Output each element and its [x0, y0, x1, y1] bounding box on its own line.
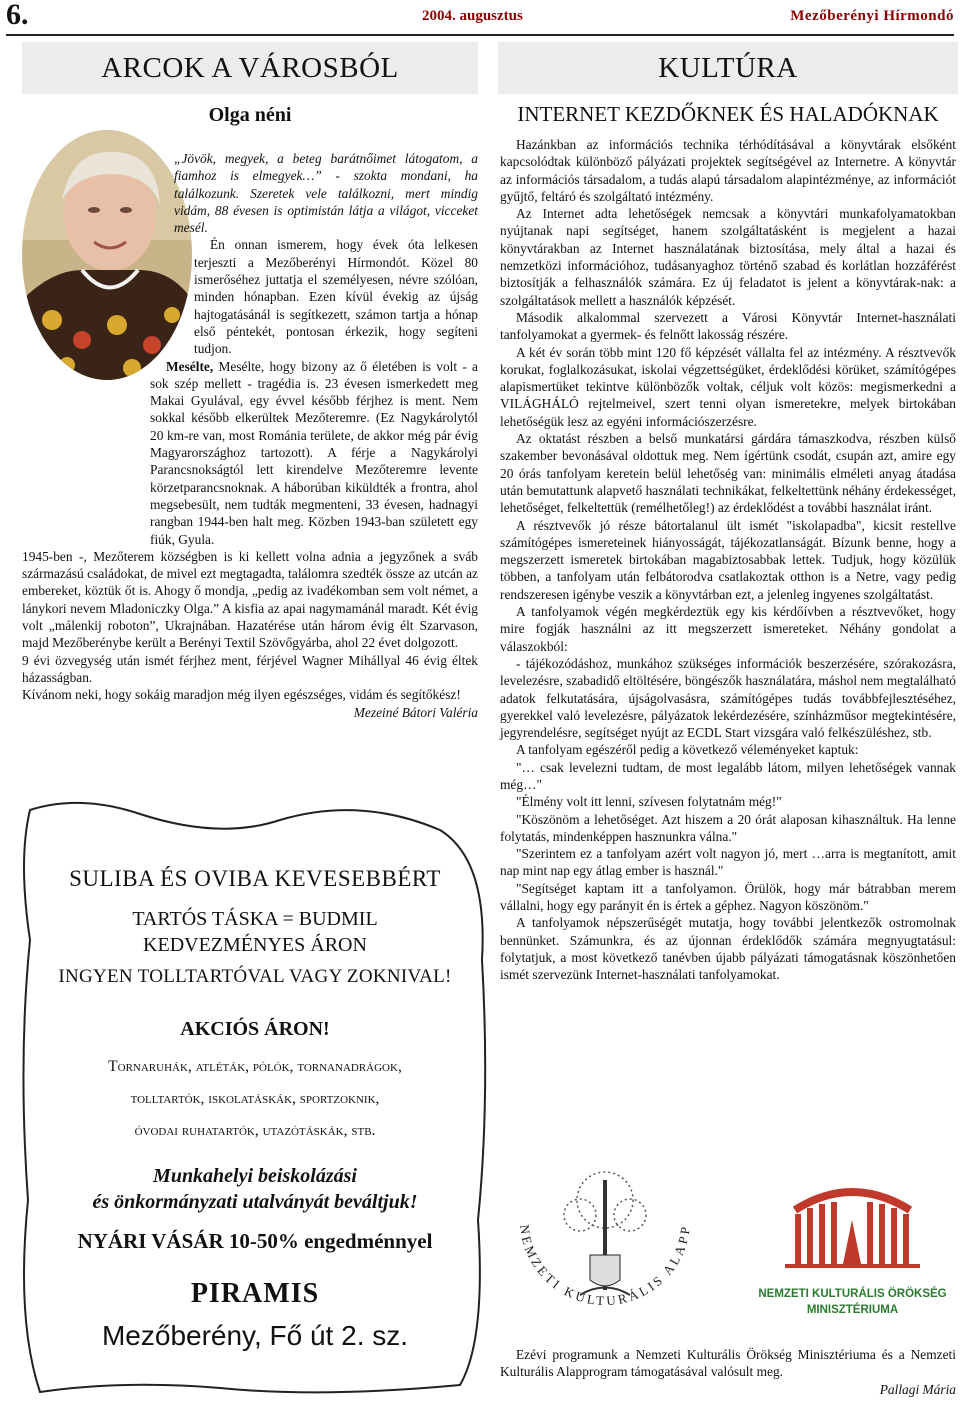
internet-quote-2: "Élmény volt itt lenni, szívesen folytatnám még!" [516, 794, 782, 810]
internet-paragraph-6: A résztvevők jó része bátortalanul ült ismét "iskolapadba", kicsit restellve számítógépes ismereteinek hiányosságát, tájékozatlanságát. Bízunk benne, hogy a megszerzett ismeretek birtokában magabiztosabbak lettek. Tudjuk, hogy közülük többen, a tanfolyam után felbátorodva csatlakoztak otthon is a Netre, vagy pedig rendszeresen igénybe veszik a könyvtárban ezt, a jelenleg ingyenes szolgáltatást. [500, 517, 956, 602]
section-banner-arcok: ARCOK A VÁROSBÓL [22, 42, 478, 94]
olga-paragraph-5: 9 évi özvegység után ismét férjhez ment, férjével Wagner Mihállyal 46 évig éltek házasságban. [22, 652, 478, 685]
internet-paragraph-5: Az oktatást részben a belső munkatársi gárdára támaszkodva, részben külső szakember bevonásával oldottuk meg. Nem ígértünk csodát, csupán azt, amire egy 20 órás tanfolyam keretein belül lehetőség van: minimális elméleti anyag átadása után bemutattunk alapvető használati technikákat, felkeltettünk néhány érdekességet, lehetőséget, felkeltettük (remélhetőleg!) az érdeklődést a további használat iránt. [500, 431, 956, 516]
internet-signature: Pallagi Mária [879, 1381, 956, 1397]
internet-sponsor-note [500, 1346, 956, 1398]
article-title-internet: INTERNET KEZDŐKNEK ÉS HALADÓKNAK [517, 102, 939, 126]
issue-date: 2004. augusztus [422, 8, 523, 24]
ad-summer-sale: NYÁRI VÁSÁR 10-50% engedménnyel [77, 1229, 433, 1253]
olga-paragraph-1: „Jövök, megyek, a beteg barátnőimet látogatom, a fiamhoz is elmegyek…” - szokta mondani, ha találkozunk. Szeretek vele találkozni, mert mindig vidám, 88 évesen is optimistán látja a világot, vicceket mesél. [174, 151, 478, 236]
internet-paragraph-2: Az Internet adta lehetőségek nemcsak a könyvtári munkafolyamatokban nyújtanak napi segítséget, hanem szolgáltatásként is megjelent a hazai könyvtárakban az Internet használatának biztosítása, mely által a hazai és nemzetközi információhoz, tudásanyaghoz történő szabad és korlátlan hozzáférést biztosítják a felhasználók számára. Ez új feladatot is jelent a könyvtárak-nak: a szolgáltatások mellett a használók képzését. [500, 206, 956, 308]
article-olga-body [22, 150, 478, 721]
internet-paragraph-7: A tanfolyamok végén megkérdeztük egy kis kérdőívben a résztvevőket, hogy mire fogják használni az itt megszerzett ismereteket. Néhány gondolat a válaszokból: [500, 604, 956, 654]
internet-paragraph-8: - tájékozódáshoz, munkához szükséges információk beszerzésére, szórakozásra, levelezésre, szabadidő eltöltésére, böngészők használatára, máshol nem megtalálható adatok felkutatására, újságolvasásra, számítógépes tudás továbbfejlesztéséhez, gyerekkel való levelezésre, pályázatok lekérdezésére, színházműsor megtekintésére, jegyrendelésre, segítséget nyújt az ECDL Start vizsgára való felkészüléshez, stb. [500, 655, 956, 741]
sponsor-text: Ezévi programunk a Nemzeti Kulturális Örökség Minisztériuma és a Nemzeti Kulturális Alapprogram támogatásával valósult meg. [500, 1347, 956, 1380]
ad-line-4: INGYEN TOLLTARTÓVAL VAGY ZOKNIVAL! [58, 966, 452, 987]
page-number: 6. [6, 0, 29, 31]
ad-store-address: Mezőberény, Fő út 2. sz. [101, 1320, 409, 1351]
nkom-logo-text: NEMZETI KULTURÁLIS ÖRÖKSÉG MINISZTÉRIUMA [758, 1288, 947, 1316]
article-internet-body [500, 136, 956, 984]
ad-product-list: Tornaruhák, atléták, pólók, tornanadrágok, tolltartók, iskolatáskák, sportzoknik, óvodai ruhatartók, utazótáskák, stb. [108, 1058, 402, 1139]
ad-line-5: AKCIÓS ÁRON! [180, 1018, 330, 1040]
ad-voucher-note: Munkahelyi beiskolázási és önkormányzati utalványát beváltjuk! [92, 1165, 418, 1213]
internet-paragraph-3: Második alkalommal szervezett a Városi Könyvtár Internet-használati tanfolyamokat a gyermek- és felnőtt lakosság részére. [500, 309, 956, 343]
piramis-advertisement [20, 800, 490, 1395]
page-header [0, 0, 960, 36]
nka-logo [500, 1160, 710, 1340]
olga-paragraph-2: Én onnan ismerem, hogy évek óta lelkesen terjeszti a Mezőberényi Hírmondót. Közel 80 ismerőséhez juttatja el személyesen, névre szólóan, minden hónapban. Ezen kívül évekig az újság hajtogatásánál is segítkezett, számon tartja a hónap első péntekét, pontosan érkezik, hogy segíteni tudjon. [194, 237, 478, 357]
olga-signature: Mezeiné Bátori Valéria [353, 704, 478, 720]
header-rule [6, 34, 954, 36]
internet-quote-5: "Segítséget kaptam itt a tanfolyamon. Örülök, hogy már bátrabban merem vállalni, hogy egy parányit én is értek a géphez. Nagyon köszönöm." [500, 880, 956, 914]
ad-line-2: TARTÓS TÁSKA = BUDMIL KEDVEZMÉNYES ÁRON [132, 908, 378, 956]
olga-paragraph-4: 1945-ben -, Mezőterem községben is ki kellett volna adnia a jegyzőnek a sváb származású családokat, de mivel ezt megtagadta, találomra szedték össze az utcán az embereket, köztük őt is. Ahogy ő mondja, „pedig az ivadékomban sem volt német, a lánykori nevem Mladoniczky Olga.” A kisfia az apai nagymamánál maradt. Két évig volt „málenkij roboton”, Ukrajnában. Hazatérése után három évig élt Szarvason, majd Mezőberénybe került a Berényi Textil Szövőgyárba, ahol 22 évet dolgozott. [22, 548, 478, 651]
internet-paragraph-1: Hazánkban az információs technika térhódításával a könyvtárak elsőként kapcsolódtak különböző pályázati projektek segítségével az Internetre. A könyvtár az információs társadalom, a tudás alapú társadalom alapintézménye, az információt gyűjtő, feltáró és szolgáltató intézmény. [500, 137, 956, 204]
ad-store-name: PIRAMIS [190, 1278, 320, 1309]
section-banner-kultura: KULTÚRA [498, 42, 958, 94]
olga-paragraph-6: Kívánom neki, hogy sokáig maradjon még ilyen egészséges, vidám és segítőkész! Mezeiné Bátori Valéria [22, 687, 478, 720]
internet-quote-1: "… csak levelezni tudtam, de most legalább látom, milyen lehetőségek vannak még…" [500, 759, 956, 792]
internet-quote-3: "Köszönöm a lehetőséget. Azt hiszem a 20 órát alaposan kihasználtuk. Ha lenne folytatás, mindenképpen hasznunkra válna." [500, 811, 956, 844]
internet-paragraph-final: A tanfolyamok népszerűségét mutatja, hogy további jelentkezők ostromolnak bennünket. Számunkra, és az újonnan érdeklődők számára megnyugtatásul: folytatjuk, a most következő tanévben újabb pályázati támogatásnak köszönhetően ismét szervezünk Internet-használati tanfolyamokat. [500, 915, 956, 983]
ad-headline: SULIBA ÉS OVIBA KEVESEBBÉRT [69, 866, 441, 891]
newspaper-name: Mezőberényi Hírmondó [790, 8, 954, 24]
olga-paragraph-3: Mesélte, Mesélte, hogy bizony az ő életében is volt - a sok szép mellett - tragédia is. 23 évesen ismerkedett meg Makai Gyulával, egy évvel később férjhez is ment. Nem sokkal később elkerültek Mezőteremre. (Ez Nagykárolytól 20 km-re van, most Románia területe, de akkor még pár évig Magyarországhoz tartozott). A férje a Nagykárolyi Parancsnokságtól lett kirendelve Mezőteremre levente körzetparancsnoknak. A háborúban kiküldték a frontra, ahol megsebesült, nem tudták megmenteni, 33 évesen, hadnagyi rangban 1944-ben halt meg. Közben 1943-ban született egy fiúk, Gyula. [150, 358, 478, 547]
article-title-olga: Olga néni [208, 104, 292, 126]
internet-paragraph-9: A tanfolyam egészéről pedig a következő véleményeket kaptuk: [516, 742, 859, 758]
internet-quote-4: "Szerintem ez a tanfolyam azért volt nagyon jó, mert …arra is megtanított, amit nap mint nap egy átlag ember is használ." [500, 846, 956, 879]
internet-paragraph-4: A két év során több mint 120 fő képzését vállalta fel az intézmény. A résztvevők korukat, foglalkozásukat, iskolai végzettségüket, érdeklődési körüket, számítógépes alapismertüket tekintve különbözők voltak, céljuk volt közös: megismerkedni a VILÁGHÁLÓ rejtelmeivel, szert tenni olyan ismeretekre, melyek birtokában lehetőségük lesz az egyéni információszerzésre. [500, 344, 956, 429]
svg-text:NEMZETI KULTURÁLIS ALAPPROGRAM: NEMZETI KULTURÁLIS ALAPP [516, 1223, 694, 1309]
nkom-logo [745, 1180, 960, 1345]
